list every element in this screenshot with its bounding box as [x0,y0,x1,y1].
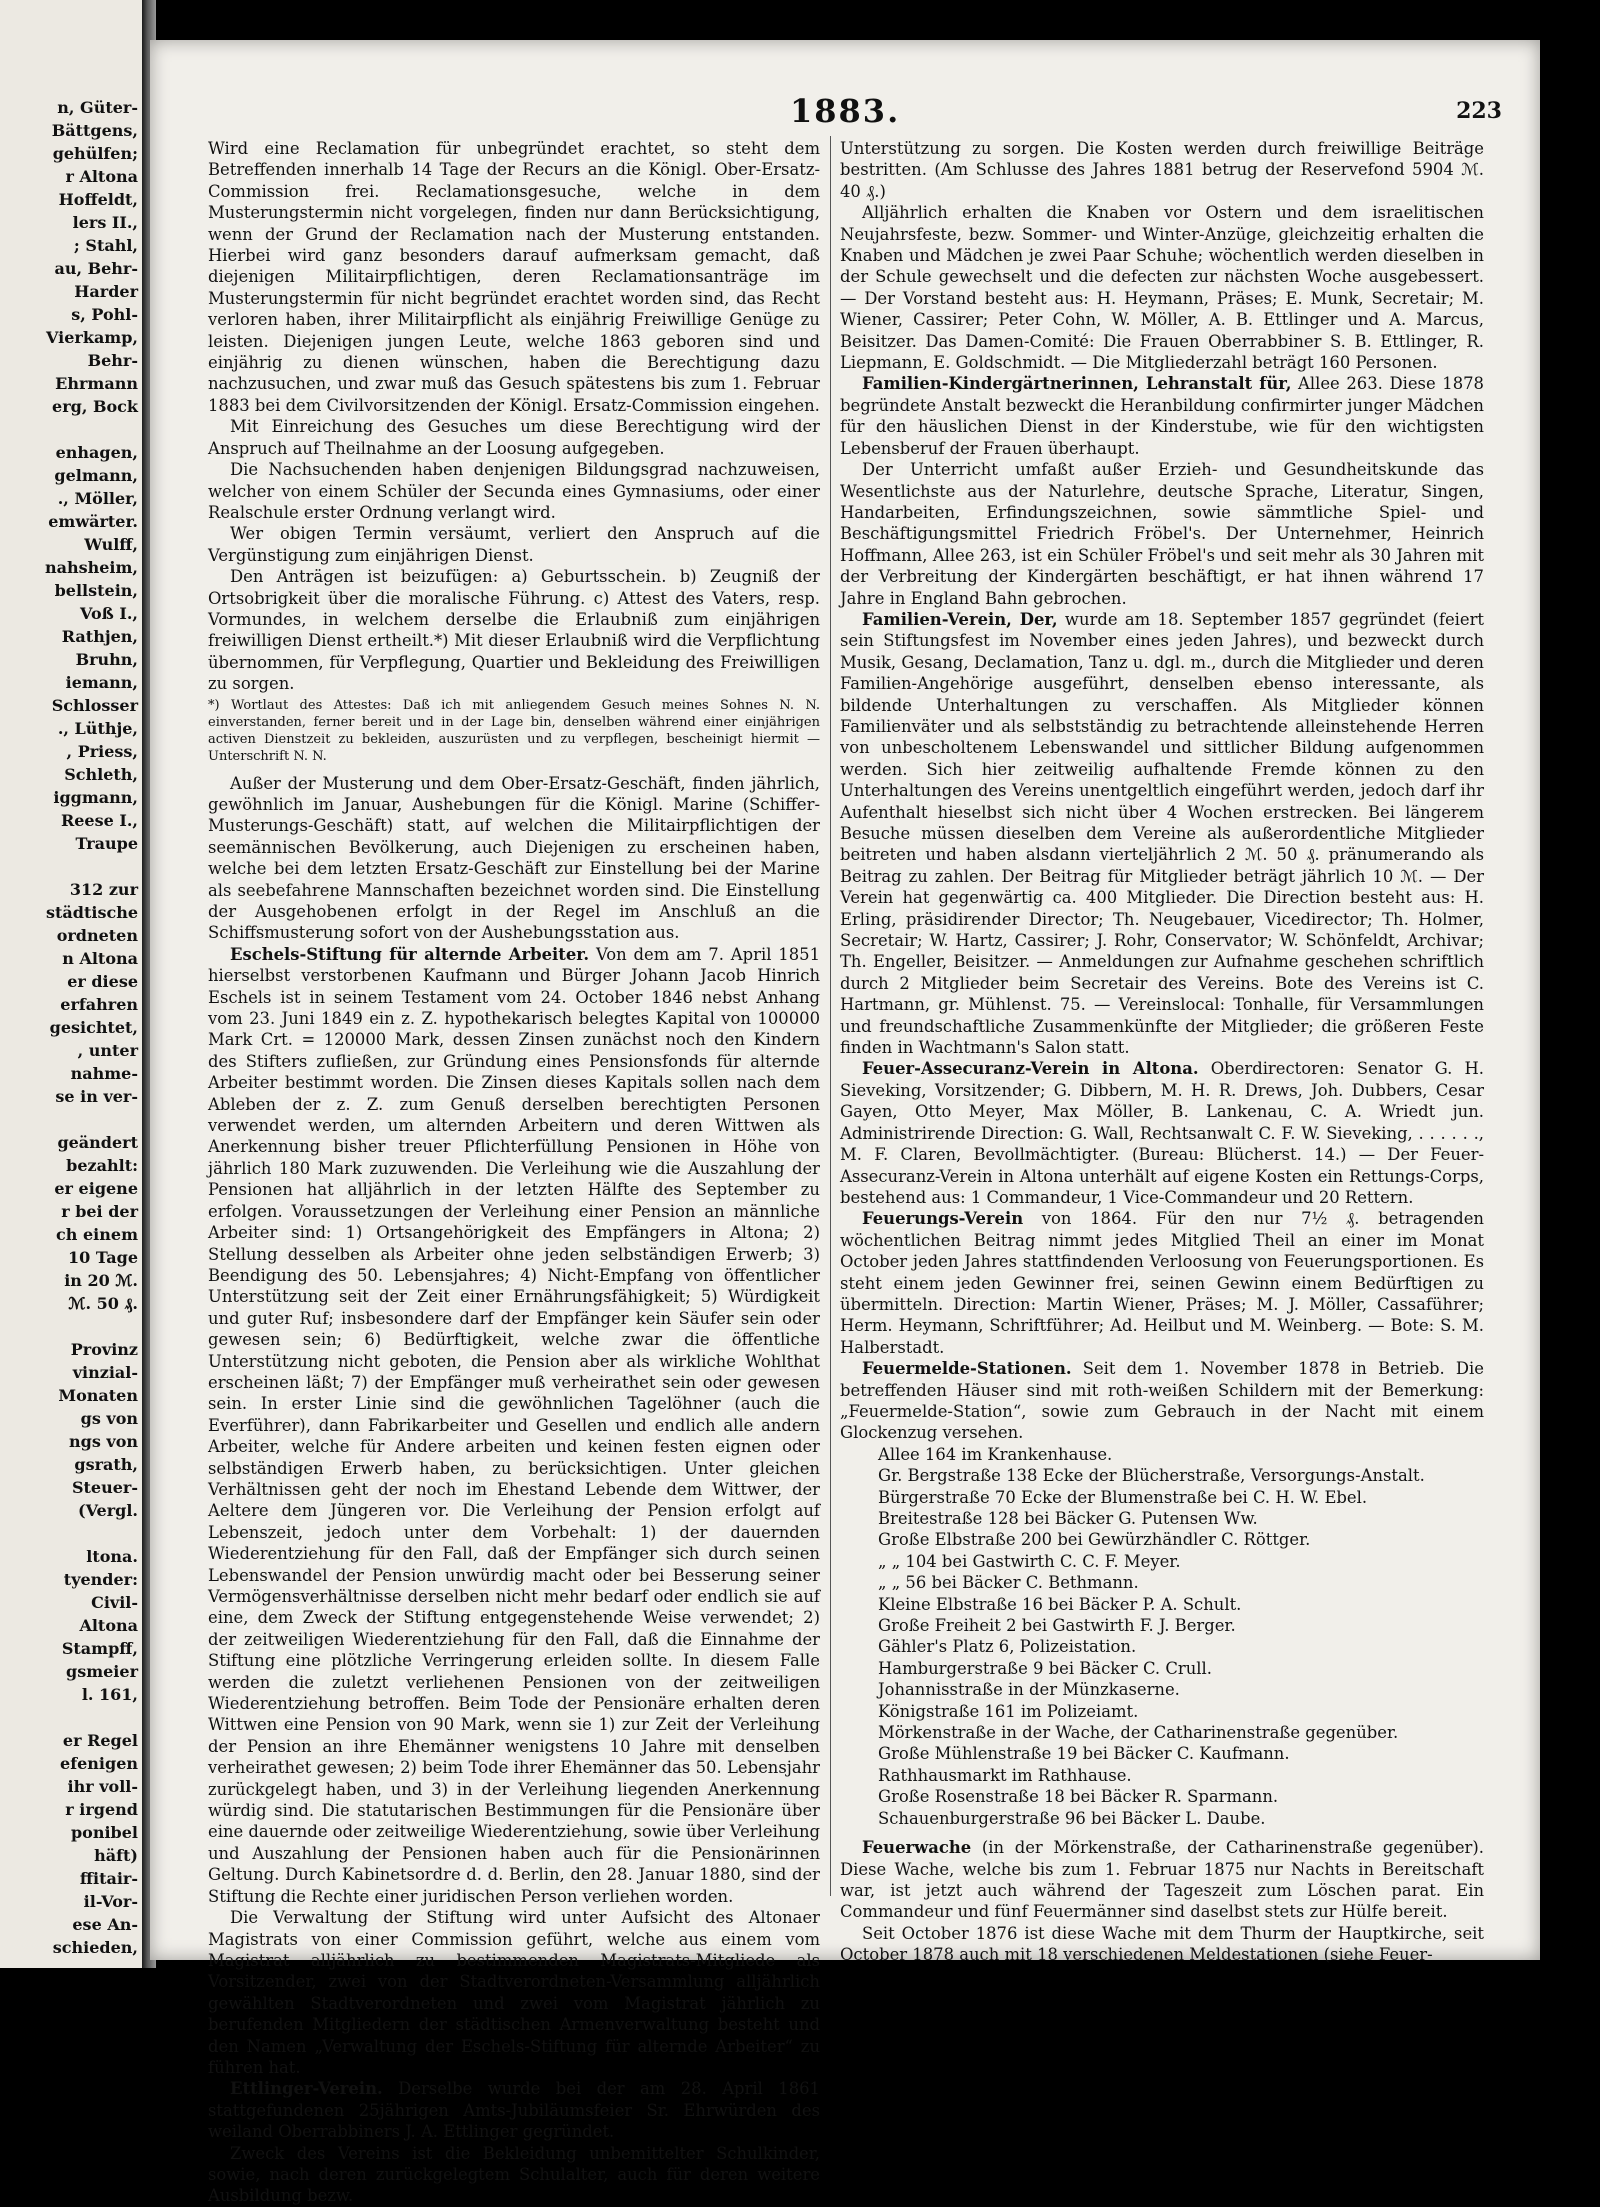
paragraph-text: wurde am 18. September 1857 gegründet (feiert sein Stiftungsfest im November eines jeden Jahres), und bezweckt durch Musik, Gesang, Declamation, Tanz u. dgl. m., durch die Mitglieder und deren Familien-Angehörige ausgeführt, denselben ebenso interessante, als bildende Unterhaltungen zu verschaffen. Als Mitglieder können Familienväter und als selbstständig zu betrachtende alleinstehende Herren von unbescholtenem Lebenswandel und sittlicher Bildung aufgenommen werden. Sich hier zeitweilig aufhaltende Fremde können zu den Unterhaltungen des Vereins unentgeltlich eingeführt werden, jedoch darf ihr Aufenthalt hieselbst sich nicht über 4 Wochen erstrecken. Bei längerem Besuche müssen dieselben dem Vereine als außerordentliche Mitglieder beitreten und haben alsdann vierteljährlich 2 ℳ. 50 ₰. pränumerando als Beitrag zu zahlen. Der Beitrag für Mitglieder beträgt jährlich 10 ℳ. — Der Verein hat gegenwärtig ca. 400 Mitglieder. Die Direction besteht aus: H. Erling, präsidirender Director; Th. Neugebauer, Vicedirector; Th. Holmer, Secretair; W. Hartz, Cassirer; J. Rohr, Conservator; W. Schönfeldt, Archivar; Th. Engeller, Beisitzer. — Anmeldungen zur Aufnahme geschehen schriftlich durch 2 Mitglieder beim Secretair des Vereins. Bote des Vereins ist C. Hartmann, gr. Mühlenst. 75. — Vereinslocal: Tonhalle, für Versammlungen und freundschaftliche Zusammenkünfte der Mitglieder; die größeren Feste finden in Wachtmann's Salon statt. [840,609,1485,1058]
fragment-line: Behr- [87,351,138,370]
fragment-line: Ehrmann [55,374,138,393]
fragment-line: Harder [74,282,138,301]
paragraph-text: Derselbe wurde bei der am 28. April 1861 stattgefundenen 25jährigen Amts-Jubiläumsfeier Sr. Ehrwürden des weiland Oberrabbiners J. A. Ettlinger gegründet. [208,2079,820,2142]
entry-heading: Feuerwache [862,1838,972,1858]
fragment-line: städtische [46,903,138,922]
station-list-item: Gähler's Platz 6, Polizeistation. [878,1637,1137,1657]
fragment-line: se in ver- [55,1087,138,1106]
paragraph [208,2143,820,2207]
station-list-item: Hamburgerstraße 9 bei Bäcker C. Crull. [878,1658,1212,1678]
paragraph [840,202,1484,373]
paragraph [208,459,820,523]
station-list-item: „ „ 56 bei Bäcker C. Bethmann. [878,1573,1139,1593]
fragment-line: gelmann, [54,466,138,485]
paragraph [208,138,820,416]
fragment-line: gesichtet, [49,1018,138,1037]
fragment-line: r Altona [65,167,138,186]
entry-paragraph [840,609,1484,1059]
station-list-item: Große Rosenstraße 18 bei Bäcker R. Sparmann. [878,1787,1279,1807]
fragment-line: 10 Tage [68,1248,138,1267]
fragment-line: ; Stahl, [73,236,138,255]
previous-page-text [45,96,138,1959]
fragment-line [45,1706,138,1729]
right-column [840,138,1484,1966]
fragment-line: Steuer- [71,1478,138,1497]
entry-paragraph [840,373,1484,459]
paragraph-text: Der Unterricht umfaßt außer Erzieh- und Gesundheitskunde das Wesentlichste aus der Naturlehre, deutsche Sprache, Literatur, Singen, Handarbeiten, Erfindungszeichnen, sowie sämmtliche Spiel- und Beschäftigungsmittel Friedrich Fröbel's. Der Unternehmer, Heinrich Hoffmann, Allee 263, ist ein Schüler Fröbel's und seit mehr als 30 Jahren mit der Verbreitung der Kindergärten beschäftigt, er hat ihnen während 17 Jahre in England Bahn gebrochen. [840,460,1484,608]
column-divider [830,136,831,1896]
fragment-line: in 20 ℳ. [64,1271,138,1290]
fragment-line: nahsheim, [44,558,138,577]
fragment-line: r bei der [61,1202,138,1221]
fragment-line: gsmeier [66,1662,138,1681]
paragraph [840,1923,1484,1966]
fragment-line: erg, Bock [52,397,138,416]
fragment-line: erfahren [60,995,138,1014]
fragment-line: efenigen [60,1754,138,1773]
entry-paragraph [840,1358,1484,1444]
fragment-line: n Altona [62,949,138,968]
fragment-line: il-Vor- [83,1892,138,1911]
fragment-line: Altona [79,1616,138,1635]
paragraph-text: Wird eine Reclamation für unbegründet erachtet, so steht dem Betreffenden innerhalb 14 Tage der Recurs an die Königl. Ober-Ersatz-Commission frei. Reclamationsgesuche, welche in dem Musterungstermin nicht vorgelegen, finden nur dann Berücksichtigung, wenn der Grund der Reclamation nach der Musterung entstanden. Hierbei wird ganz besonders darauf aufmerksam gemacht, daß diejenigen Militairpflichtigen, deren Reclamationsanträge im Musterungstermin für nicht begründet erachtet worden sind, das Recht verloren haben, ihrer Militairpflicht als einjährig Freiwillige Genüge zu leisten. Diejenigen jungen Leute, welche 1863 geboren sind und einjährig zu dienen wünschen, haben die Berechtigung dazu nachzusuchen, und zwar muß das Gesuch spätestens bis zum 1. Februar 1883 bei dem Civilvorsitzenden der Königl. Ersatz-Commission eingehen. [208,139,820,415]
fragment-line: nahme- [70,1064,138,1083]
page-year: 1883. [790,92,901,130]
paragraph-text: Die Nachsuchenden haben denjenigen Bildungsgrad nachzuweisen, welcher von einem Schüler der Secunda eines Gymnasiums, oder einer Realschule erster Ordnung verlangt wird. [208,460,820,522]
paragraph-text: (in der Mörkenstraße, der Catharinenstraße gegenüber). Diese Wache, welche bis zum 1. Februar 1875 nur Nachts in Bereitschaft war, ist jetzt auch während der Tageszeit zum Löschen parat. Ein Commandeur und fünf Feuermänner sind daselbst stets zur Hülfe bereit. [840,1838,1484,1922]
station-list-item: Rathhausmarkt im Rathhause. [878,1765,1132,1785]
entry-paragraph [208,2078,820,2142]
station-list-item: Königstraße 161 im Polizeiamt. [878,1701,1139,1721]
fragment-line: er eigene [54,1179,138,1198]
paragraph-text: Zweck des Vereins ist die Bekleidung unbemittelter Schulkinder, sowie, nach deren zurückgelegtem Schulalter, auch für deren weitere Ausbildung bezw. [208,2143,820,2206]
paragraph-text: Alljährlich erhalten die Knaben vor Ostern und dem israelitischen Neujahrsfeste, bezw. Sommer- und Winter-Anzüge, gleichzeitig erhalten die Knaben und Mädchen je zwei Paar Schuhe; wöchentlich werden dieselben in der Schule gewechselt und die defecten zur nächsten Woche ausgebessert. — Der Vorstand besteht aus: H. Heymann, Präses; E. Munk, Secretair; M. Wiener, Cassirer; Peter Cohn, W. Möller, A. B. Ettlinger und A. Marcus, Beisitzer. Das Damen-Comité: Die Frauen Oberrabbiner S. B. Ettlinger, R. Liepmann, E. Goldschmidt. — Die Mitgliederzahl beträgt 160 Personen. [840,203,1484,373]
fragment-line: gsrath, [74,1455,138,1474]
fragment-line: l. 161, [81,1685,138,1704]
fragment-line: Wulff, [84,535,138,554]
page-header [150,92,1540,128]
fragment-line: Provinz [70,1340,138,1359]
station-list-item: Bürgerstraße 70 Ecke der Blumenstraße bei C. H. W. Ebel. [878,1487,1368,1507]
fragment-line: ., Möller, [57,489,138,508]
fragment-line: er Regel [62,1731,138,1750]
previous-page-fragment [0,0,144,1968]
station-list-item: Allee 164 im Krankenhause. [878,1444,1113,1464]
fragment-line: iemann, [65,673,138,692]
fragment-line: ch einem [56,1225,138,1244]
station-list [840,1444,1484,1829]
fragment-line [45,855,138,878]
fragment-line: ltona. [86,1547,138,1566]
entry-paragraph [208,944,820,1907]
paragraph-text: Seit dem 1. November 1878 in Betrieb. Die betreffenden Häuser sind mit roth-weißen Schildern mit der Bemerkung: „Feuermelde-Station“, sowie zum Gebrauch in der Nacht mit einem Glockenzug versehen. [840,1359,1484,1443]
fragment-line: enhagen, [55,443,138,462]
station-list-item: Kleine Elbstraße 16 bei Bäcker P. A. Schult. [878,1594,1242,1614]
fragment-line: emwärter. [48,512,138,531]
fragment-line: geändert [57,1133,138,1152]
fragment-line: Monaten [58,1386,138,1405]
fragment-line: au, Behr- [54,259,138,278]
paragraph [208,773,820,944]
fragment-line: gehülfen; [52,144,138,163]
entry-heading: Feuerungs-Verein [862,1209,1024,1229]
paragraph-text: Den Anträgen ist beizufügen: a) Geburtsschein. b) Zeugniß der Ortsobrigkeit über die moralische Führung. c) Attest des Vaters, resp. Vormundes, in welchem derselbe die Erlaubniß zum einjährigen freiwilligen Dienst ertheilt.*) Mit dieser Erlaubniß wird die Verpflichtung übernommen, für Verpflegung, Quartier und Bekleidung des Freiwilligen zu sorgen. [208,567,820,694]
paragraph-text: von 1864. Für den nur 7½ ₰. betragenden wöchentlichen Beitrag nimmt jedes Mitglied Theil an einer im Monat October jeden Jahres stattfindenden Verloosung von Feuerungsportionen. Es steht einem jeden Gewinner frei, seinen Gewinn einem Bedürftigen zu übermitteln. Direction: Martin Wiener, Präses; M. J. Möller, Cassaführer; Herm. Heymann, Schriftführer; Ad. Heilbut und M. Weinberg. — Bote: S. M. Halberstadt. [840,1209,1484,1357]
entry-heading: Feuer-Assecuranz-Verein in Altona. [862,1059,1199,1079]
fragment-line: , unter [77,1041,138,1060]
fragment-line [45,1522,138,1545]
paragraph-text: Oberdirectoren: Senator G. H. Sieveking, Vorsitzender; G. Dibbern, M. H. R. Drews, Joh. Dubbers, Cesar Gayen, Otto Meyer, Max Möller, B. Lankenau, C. A. Wriedt jun. Administrirende Direction: G. Wall, Rechtsanwalt C. F. W. Sieveking, . . . . . ., M. F. Claren, Bevollmächtigter. (Bureau: Blücherst. 14.) — Der Feuer-Assecuranz-Verein in Altona unterhält auf eigene Kosten ein Rettungs-Corps, bestehend aus: 1 Commandeur, 1 Vice-Commandeur und 20 Rettern. [840,1059,1484,1207]
paragraph [208,416,820,459]
entry-heading: Ettlinger-Verein. [230,2079,383,2099]
fragment-line: Civil- [91,1593,138,1612]
fragment-line [45,1108,138,1131]
paragraph-text: Unterstützung zu sorgen. Die Kosten werden durch freiwillige Beiträge bestritten. (Am Schlusse des Jahres 1881 betrug der Reservefond 5904 ℳ. 40 ₰.) [840,139,1484,201]
entry-heading: Eschels-Stiftung für alternde Arbeiter. [230,944,590,964]
paragraph-text: Seit October 1876 ist diese Wache mit dem Thurm der Hauptkirche, seit October 1878 auch mit 18 verschiedenen Meldestationen (siehe Feuer- [840,1923,1484,1965]
fragment-line: lers II., [72,213,138,232]
paragraph [840,138,1484,202]
fragment-line: Vierkamp, [46,328,138,347]
fragment-line: Bruhn, [75,650,138,669]
fragment-line: häft) [94,1846,138,1865]
fragment-line: Voß I., [80,604,138,623]
fragment-line: 312 zur [69,880,138,899]
fragment-line: ngs von [69,1432,138,1451]
paragraph-text: Außer der Musterung und dem Ober-Ersatz-Geschäft, finden jährlich, gewöhnlich im Januar, Aushebungen für die Königl. Marine (Schiffer-Musterungs-Geschäft) statt, auf welchen die Militairpflichtigen der seemännischen Bevölkerung, auch Diejenigen zu erscheinen haben, welche bei dem letzten Ersatz-Geschäft zur Einstellung bei der Marine als seebefahrene Mannschaften bezeichnet worden sind. Die Einstellung der Ausgehobenen erfolgt in der Regel im Anschluß an die Schiffsmusterung sofort von der Aushebungsstation aus. [208,773,820,943]
fragment-line: ffitair- [79,1869,138,1888]
fragment-line: ihr voll- [67,1777,138,1796]
paragraph-text: Allee 263. Diese 1878 begründete Anstalt bezweckt die Heranbildung confirmirter junger Mädchen für den häuslichen Dienst in der Kinderstube, wie für den wichtigsten Lebensberuf der Frauen überhaupt. [840,374,1484,458]
fragment-line: ponibel [70,1823,138,1842]
fragment-line: gs von [80,1409,138,1428]
paragraph [208,1907,820,2078]
station-list-item: „ „ 104 bei Gastwirth C. C. F. Meyer. [878,1551,1181,1571]
fragment-line: r irgend [65,1800,138,1819]
fragment-line: Schleth, [64,765,138,784]
page-number: 223 [1456,98,1502,124]
fragment-line: vinzial- [72,1363,138,1382]
fragment-line: bezahlt: [66,1156,138,1175]
fragment-line: Traupe [75,834,138,853]
fragment-line [45,1315,138,1338]
fragment-line: Hoffeldt, [58,190,138,209]
station-list-item: Große Mühlenstraße 19 bei Bäcker C. Kaufmann. [878,1744,1290,1764]
fragment-line: n, Güter- [57,98,138,117]
fragment-line: Stampff, [61,1639,138,1658]
paragraph-text: Mit Einreichung des Gesuches um diese Berechtigung wird der Anspruch auf Theilnahme an der Loosung aufgegeben. [208,417,820,458]
book-page [150,40,1540,2206]
fragment-line: bellstein, [54,581,138,600]
fragment-line: Bättgens, [51,121,138,140]
entry-paragraph [840,1837,1484,1923]
station-list-item: Johannisstraße in der Münzkaserne. [878,1680,1180,1700]
fragment-line: ese An- [72,1915,138,1934]
fragment-line: tyender: [63,1570,138,1589]
paragraph-text: Von dem am 7. April 1851 hierselbst verstorbenen Kaufmann und Bürger Johann Jacob Hinrich Eschels ist in seinem Testament vom 24. October 1846 nebst Anhang vom 23. Juni 1849 ein z. Z. hypothekarisch belegtes Kapital von 100000 Mark Crt. = 120000 Mark, dessen Zinsen zunächst noch den Kindern des Stifters zufließen, zur Gründung eines Pensionsfonds für alternde Arbeiter bestimmt worden. Die Zinsen dieses Kapitals sollen nach dem Ableben der z. Z. zum Genuß derselben berechtigten Personen verwendet werden, um alternden Arbeitern und deren Wittwen als Anerkennung bisher treuer Pflichterfüllung Pensionen in Höhe von jährlich 180 Mark zuzuwenden. Die Verleihung wie die Auszahlung der Pensionen hat alljährlich in der letzten Hälfte des September zu erfolgen. Voraussetzungen der Verleihung einer Pension an männliche Arbeiter sind: 1) Ortsangehörigkeit des Empfängers in Altona; 2) Stellung desselben als Arbeiter ohne jeden selbständigen Erwerb; 3) Beendigung des 50. Lebensjahres; 4) Nicht-Empfang von öffentlicher Unterstützung seit der Zeit einer Ernährungsfähigkeit; 5) Würdigkeit und guter Ruf; insbesondere darf der Empfänger kein Säufer sein oder gewesen sein; 6) Bedürftigkeit, welche zwar die öffentliche Unterstützung nicht geboten, die Pension aber als wirkliche Wohlthat erscheinen läßt; 7) der Empfänger muß verheirathet sein oder gewesen sein. In erster Linie sind die gewöhnlichen Tagelöhner (auch die Everführer), dann Fabrikarbeiter und Gesellen und endlich alle andern Arbeiter, welche für Andere arbeiten und keinen festen eignen oder selbständigen Erwerb haben, zu berücksichtigen. Unter gleichen Verhältnissen geht der noch im Ehestand Lebende dem Wittwer, der Aeltere dem Jüngeren vor. Die Verleihung der Pension erfolgt auf Lebenszeit, jedoch unter dem Vorbehalt: 1) der dauernden Wiederentziehung für den Fall, daß der Empfänger sich durch seinen Lebenswandel der Pension unwürdig macht oder bei Besserung seiner Vermögensverhältnisse derselben nicht mehr bedarf oder endlich sie auf eine, dem Zweck der Stiftung entgegenstehende Weise verwendet; 2) der zeitweiligen Wiederentziehung für den Fall, daß die Einnahme der Stiftung eine plötzliche Verringerung erleiden sollte. In diesem Falle werden die zuletzt verliehenen Pensionen von der zeitweiligen Wiederentziehung betroffen. Beim Tode der Pensionäre erhalten deren Wittwen eine Pension von 90 Mark, wenn sie 1) zur Zeit der Verleihung der Pension an ihre Ehemänner wenigstens 10 Jahre mit denselben verheirathet gewesen; 2) beim Tode ihrer Ehemänner das 50. Lebensjahr zurückgelegt haben, und 3) in der Verleihung liegenden Anerkennung würdig sind. Die statutarischen Bestimmungen für die Pensionäre über eine dauernde oder zeitweilige Wiederentziehung, sowie über Verleihung und Auszahlung der Pensionen haben auch für die Pensionärinnen Geltung. Durch Kabinetsordre d. d. Berlin, den 28. Januar 1880, sind der Stiftung die Rechte einer juridischen Person verliehen worden. [208,944,820,1906]
fragment-line: Rathjen, [61,627,138,646]
station-list-item: Breitestraße 128 bei Bäcker G. Putensen Ww. [878,1509,1258,1528]
fragment-line: ℳ. 50 ₰. [68,1294,138,1313]
left-column [208,138,820,2207]
station-list-item: Gr. Bergstraße 138 Ecke der Blücherstraße, Versorgungs-Anstalt. [878,1466,1425,1486]
paragraph [840,459,1484,609]
fragment-line: Reese I., [60,811,138,830]
fragment-line: schieden, [52,1938,138,1957]
paragraph-text: Die Verwaltung der Stiftung wird unter Aufsicht des Altonaer Magistrats von einer Commission geführt, welche aus einem vom Magistrat alljährlich zu bestimmenden Magistrats-Mitgliede als Vorsitzender, zwei von der Stadtverordneten-Versammlung alljährlich gewählten Stadtverordneten und zwei vom Magistrat jährlich zu berufenden Mitgliedern der städtischen Armenverwaltung besteht und den Namen „Verwaltung der Eschels-Stiftung für alternde Arbeiter“ zu führen hat. [208,1908,820,2077]
entry-paragraph [840,1208,1484,1358]
entry-heading: Feuermelde-Stationen. [862,1359,1072,1379]
station-list-item: Große Freiheit 2 bei Gastwirth F. J. Berger. [878,1616,1236,1636]
fragment-line: ordneten [56,926,138,945]
paragraph-text: Wer obigen Termin versäumt, verliert den Anspruch auf die Vergünstigung zum einjährigen Dienst. [208,524,820,565]
fragment-line: s, Pohl- [71,305,138,324]
station-list-item: Schauenburgerstraße 96 bei Bäcker L. Daube. [878,1808,1266,1828]
fragment-line [45,418,138,441]
fragment-line: , Priess, [66,742,138,761]
paragraph [208,566,820,694]
fragment-line: ., Lüthje, [57,719,138,738]
station-list-item: Große Elbstraße 200 bei Gewürzhändler C. Röttger. [878,1530,1311,1550]
fragment-line: iggmann, [53,788,138,807]
paragraph [208,523,820,566]
entry-heading: Familien-Kindergärtnerinnen, Lehranstalt für, [862,374,1292,394]
entry-heading: Familien-Verein, Der, [862,609,1058,629]
fragment-line: (Vergl. [78,1501,138,1520]
footnote: *) Wortlaut des Attestes: Daß ich mit anliegendem Gesuch meines Sohnes N. N. einverstanden, ferner bereit und in der Lage bin, denselben während einer einjährigen activen Dienstzeit zu bekleiden, auszurüsten und zu verpflegen, bescheinigt hiermit — Unterschrift N. N. [208,697,820,764]
entry-paragraph [840,1058,1484,1208]
station-list-item: Mörkenstraße in der Wache, der Catharinenstraße gegenüber. [878,1723,1399,1743]
fragment-line: Schlosser [51,696,138,715]
fragment-line: er diese [67,972,138,991]
